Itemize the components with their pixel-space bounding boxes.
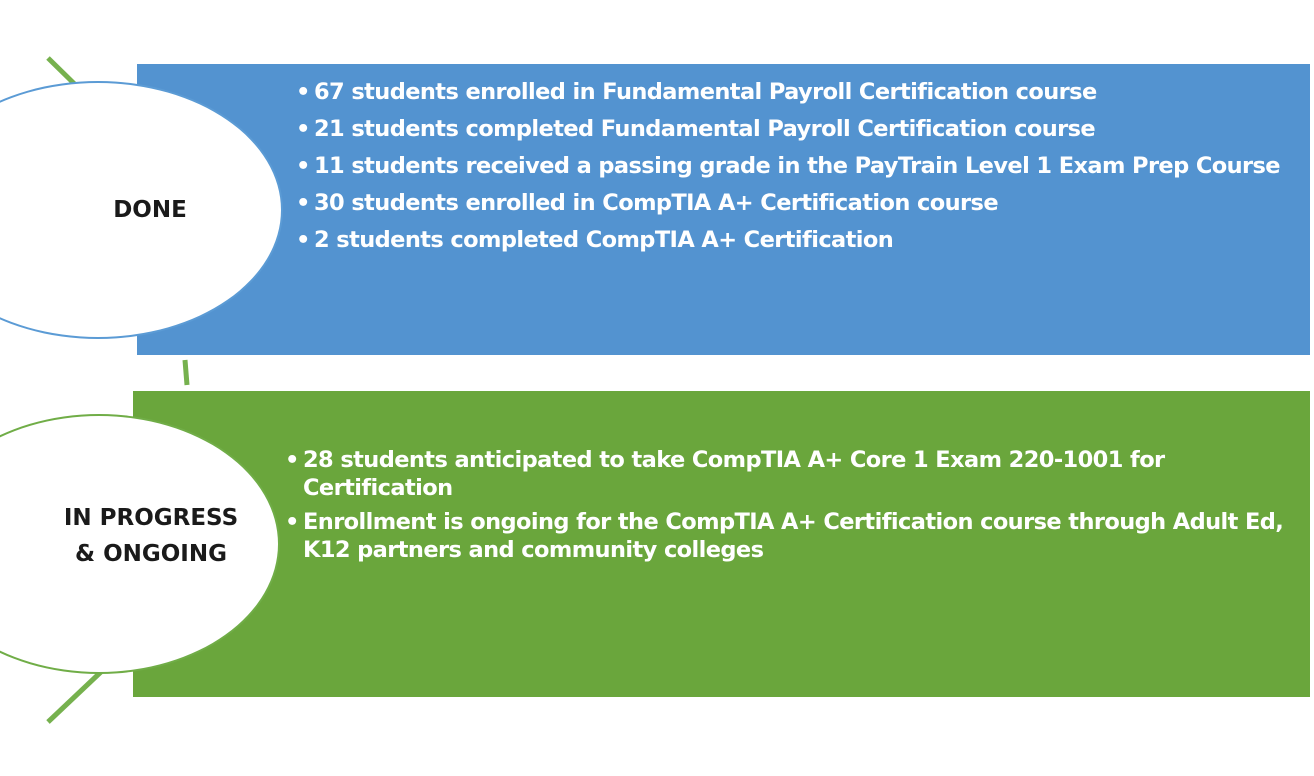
bullet-dot-icon: • [296, 116, 310, 142]
in-progress-item: • 28 students anticipated to take CompTIA A+ Core 1 Exam 220-1001 for Certification [285, 447, 1165, 501]
done-item: • 67 students enrolled in Fundamental Payroll Certification course [296, 79, 1097, 105]
bullet-dot-icon: • [296, 190, 310, 216]
bullet-dot-icon: • [296, 79, 310, 105]
bullet-dot-icon: • [296, 153, 310, 179]
done-stage-label: DONE [113, 197, 187, 223]
bullet-dot-icon: • [285, 447, 299, 473]
done-panel [137, 64, 1310, 355]
done-item: • 21 students completed Fundamental Payroll Certification course [296, 116, 1096, 142]
done-item: • 11 students received a passing grade in the PayTrain Level 1 Exam Prep Course [296, 153, 1280, 179]
bullet-dot-icon: • [296, 227, 310, 253]
in-progress-item: • Enrollment is ongoing for the CompTIA A+ Certification course through Adult Ed, K12 partners and community colleges [285, 509, 1284, 563]
done-bullet-list [294, 78, 1304, 263]
connector-middle-segment [185, 360, 187, 385]
in-progress-bullet-list [283, 446, 1303, 570]
connector-bottom-segment [48, 670, 103, 722]
done-item: • 30 students enrolled in CompTIA A+ Certification course [296, 190, 998, 216]
done-item: • 2 students completed CompTIA A+ Certification [296, 227, 894, 253]
bullet-dot-icon: • [285, 509, 299, 535]
in-progress-panel [133, 391, 1310, 697]
in-progress-stage-label: IN PROGRESS & ONGOING [63, 505, 239, 567]
